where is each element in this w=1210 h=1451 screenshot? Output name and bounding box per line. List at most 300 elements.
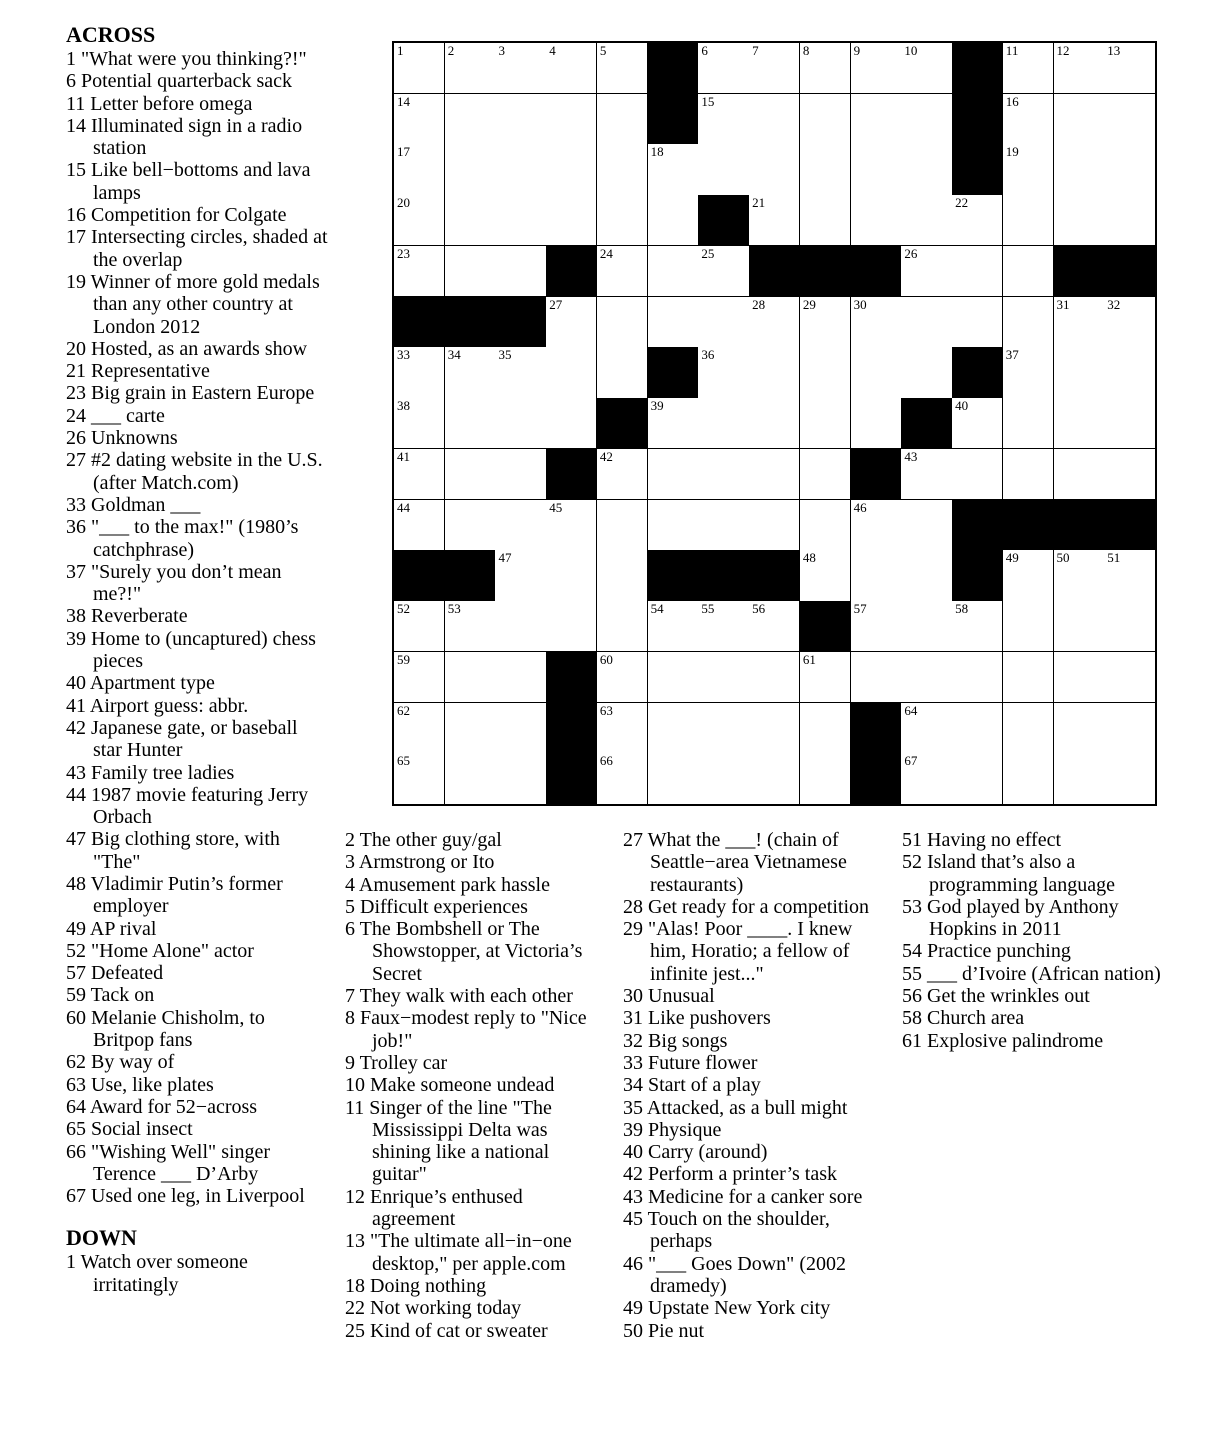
grid-cell[interactable] [698,398,749,449]
down-clue: 34 Start of a play [623,1074,761,1097]
grid-cell[interactable] [1003,449,1054,500]
across-clue: 27 #2 dating website in the U.S. (after Match.com) [66,449,323,494]
down-clue: 42 Perform a printer’s task [623,1163,838,1186]
grid-cell[interactable] [546,144,597,195]
across-clue: 64 Award for 52−across [66,1095,258,1118]
clue-number: 25 [701,245,715,261]
grid-cell[interactable] [648,195,699,246]
clue-number: 52 [397,601,410,617]
across-header: ACROSS [66,22,156,47]
grid-cell[interactable] [648,398,699,449]
down-clue: 30 Unusual [623,985,715,1008]
grid-cell[interactable] [394,500,445,551]
grid-cell[interactable] [394,753,445,804]
down-clue-list-part-1 [66,1251,328,1296]
grid-cell[interactable] [1054,195,1105,246]
across-clue: 23 Big grain in Eastern Europe [66,382,315,405]
grid-cell[interactable] [800,652,851,703]
grid-cell[interactable] [546,43,597,94]
grid-cell[interactable] [546,500,597,551]
grid-cell[interactable] [749,703,800,754]
grid-cell[interactable] [648,144,699,195]
grid-cell[interactable] [800,195,851,246]
grid-cell[interactable] [394,449,445,500]
grid-cell[interactable] [445,652,496,703]
grid-cell[interactable] [952,652,1003,703]
black-square [952,94,1003,145]
grid-cell[interactable] [800,703,851,754]
down-clue: 3 Armstrong or Ito [345,851,495,874]
grid-cell[interactable] [749,500,800,551]
grid-cell[interactable] [597,43,648,94]
grid-cell[interactable] [1054,703,1105,754]
across-clue: 47 Big clothing store, with "The" [66,828,280,873]
grid-cell[interactable] [800,144,851,195]
down-clue: 53 God played by Anthony Hopkins in 2011 [902,895,1119,941]
grid-cell[interactable] [394,195,445,246]
grid-cell[interactable] [1104,550,1155,601]
grid-cell[interactable] [1003,753,1054,804]
grid-cell[interactable] [1054,297,1105,348]
grid-cell[interactable] [851,601,902,652]
clue-number: 30 [853,296,867,312]
across-clue: 6 Potential quarterback sack [66,70,293,93]
clue-number: 8 [802,43,810,58]
grid-cell[interactable] [698,652,749,703]
down-clue: 28 Get ready for a competition [623,895,870,918]
clue-number: 38 [397,398,410,414]
clue-number: 64 [904,702,918,718]
grid-cell[interactable] [1104,195,1155,246]
crossword-grid[interactable] [392,41,1157,806]
black-square [648,550,699,601]
down-clue: 39 Physique [623,1118,722,1141]
clue-number: 55 [701,601,715,617]
grid-cell[interactable] [394,144,445,195]
grid-cell[interactable] [648,297,699,348]
grid-cell[interactable] [901,144,952,195]
grid-cell[interactable] [445,500,496,551]
grid-cell[interactable] [546,601,597,652]
grid-cell[interactable] [445,246,496,297]
grid-cell[interactable] [445,449,496,500]
clue-number: 66 [599,753,613,769]
across-clue: 49 AP rival [66,917,157,940]
across-clue: 11 Letter before omega [66,92,253,115]
across-clue: 36 "___ to the max!" (1980’s catchphrase) [66,516,299,561]
grid-cell[interactable] [851,297,902,348]
down-clue: 58 Church area [902,1007,1025,1030]
down-clue-column-4 [902,829,1164,1052]
grid-cell[interactable] [1104,601,1155,652]
grid-cell[interactable] [952,449,1003,500]
clue-number: 9 [853,43,861,58]
down-clue: 22 Not working today [345,1297,522,1320]
grid-cell[interactable] [901,347,952,398]
down-clue: 6 The Bombshell or The Showstopper, at Victoria’s Secret [345,918,583,985]
grid-cell[interactable] [901,500,952,551]
grid-cell[interactable] [952,195,1003,246]
grid-cell[interactable] [901,246,952,297]
grid-cell[interactable] [394,703,445,754]
grid-cell[interactable] [1104,703,1155,754]
clue-number: 24 [599,245,613,261]
grid-cell[interactable] [597,195,648,246]
grid-cell[interactable] [1054,347,1105,398]
down-clue: 49 Upstate New York city [623,1297,831,1320]
grid-cell[interactable] [495,94,546,145]
clue-number: 61 [802,651,816,667]
grid-cell[interactable] [800,347,851,398]
grid-cell[interactable] [394,94,445,145]
grid-cell[interactable] [1003,601,1054,652]
down-clue: 61 Explosive palindrome [902,1029,1104,1052]
grid-cell[interactable] [1104,652,1155,703]
grid-cell[interactable] [445,94,496,145]
grid-cell[interactable] [800,297,851,348]
clue-number: 62 [397,702,410,718]
clue-number: 67 [904,753,918,769]
grid-cell[interactable] [597,500,648,551]
grid-cell[interactable] [597,94,648,145]
grid-cell[interactable] [546,195,597,246]
grid-cell[interactable] [800,753,851,804]
grid-cell[interactable] [394,601,445,652]
across-clue: 41 Airport guess: abbr. [66,694,249,717]
down-clue: 51 Having no effect [902,829,1062,851]
down-header: DOWN [66,1225,137,1251]
grid-cell[interactable] [800,550,851,601]
clue-number: 42 [599,448,613,464]
across-clue: 21 Representative [66,360,210,383]
grid-cell[interactable] [445,144,496,195]
grid-cell[interactable] [851,347,902,398]
grid-cell[interactable] [901,94,952,145]
grid-cell[interactable] [851,398,902,449]
clue-number: 51 [1107,550,1121,566]
grid-cell[interactable] [698,753,749,804]
grid-cell[interactable] [1003,703,1054,754]
black-square [1104,246,1155,297]
down-clue: 31 Like pushovers [623,1007,771,1030]
grid-cell[interactable] [597,753,648,804]
down-clue: 2 The other guy/gal [345,829,502,851]
grid-cell[interactable] [749,449,800,500]
grid-cell[interactable] [1003,94,1054,145]
grid-cell[interactable] [1003,652,1054,703]
grid-cell[interactable] [648,449,699,500]
grid-cell[interactable] [1054,43,1105,94]
grid-cell[interactable] [749,398,800,449]
across-clue: 57 Defeated [66,962,164,985]
clue-number: 53 [447,601,461,617]
across-clue: 39 Home to (uncaptured) chess pieces [66,627,316,673]
grid-cell[interactable] [648,703,699,754]
grid-cell[interactable] [495,398,546,449]
clue-number: 27 [549,296,563,312]
grid-cell[interactable] [394,43,445,94]
grid-cell[interactable] [495,500,546,551]
across-clue: 48 Vladimir Putin’s former employer [66,872,283,918]
grid-cell[interactable] [800,500,851,551]
clue-number: 22 [955,195,969,211]
grid-cell[interactable] [597,144,648,195]
grid-cell[interactable] [1003,297,1054,348]
grid-cell[interactable] [648,246,699,297]
grid-cell[interactable] [1054,753,1105,804]
across-clue: 24 ___ carte [66,404,165,427]
grid-cell[interactable] [901,43,952,94]
grid-cell[interactable] [800,94,851,145]
grid-cell[interactable] [445,347,496,398]
grid-cell[interactable] [749,94,800,145]
grid-cell[interactable] [648,500,699,551]
black-square [1054,500,1105,551]
clue-number: 56 [752,601,766,617]
clue-number: 14 [397,93,410,109]
grid-cell[interactable] [851,195,902,246]
down-clue: 33 Future flower [623,1051,758,1074]
grid-cell[interactable] [749,297,800,348]
grid-cell[interactable] [698,144,749,195]
grid-cell[interactable] [698,297,749,348]
down-clue: 52 Island that’s also a programming language [902,851,1116,896]
across-clue: 66 "Wishing Well" singer Terence ___ D’Arby [66,1140,271,1185]
grid-cell[interactable] [597,347,648,398]
grid-cell[interactable] [648,652,699,703]
clue-number: 18 [650,144,664,160]
grid-cell[interactable] [901,297,952,348]
across-clue: 60 Melanie Chisholm, to Britpop fans [66,1006,265,1052]
grid-cell[interactable] [445,601,496,652]
grid-cell[interactable] [445,43,496,94]
down-clue: 4 Amusement park hassle [345,873,550,896]
grid-cell[interactable] [800,398,851,449]
black-square [901,398,952,449]
grid-cell[interactable] [749,347,800,398]
across-clue: 42 Japanese gate, or baseball star Hunter [66,716,298,762]
grid-cell[interactable] [1054,601,1105,652]
grid-cell[interactable] [495,195,546,246]
grid-cell[interactable] [1003,347,1054,398]
grid-cell[interactable] [597,601,648,652]
down-clue-list-part-4 [902,829,1164,1052]
grid-cell[interactable] [901,449,952,500]
grid-cell[interactable] [546,94,597,145]
grid-cell[interactable] [394,652,445,703]
grid-cell[interactable] [901,550,952,601]
black-square [749,246,800,297]
grid-cell[interactable] [1054,550,1105,601]
grid-cell[interactable] [495,347,546,398]
clue-number: 50 [1056,550,1070,566]
down-clue-column-3 [623,829,885,1342]
grid-cell[interactable] [698,94,749,145]
grid-cell[interactable] [749,753,800,804]
grid-cell[interactable] [1054,449,1105,500]
clue-number: 15 [701,93,715,109]
grid-cell[interactable] [597,652,648,703]
grid-cell[interactable] [749,195,800,246]
clue-number: 31 [1056,296,1070,312]
grid-cell[interactable] [445,195,496,246]
across-clue: 37 "Surely you don’t mean me?!" [66,560,282,606]
black-square [1054,246,1105,297]
grid-cell[interactable] [851,652,902,703]
grid-cell[interactable] [1054,652,1105,703]
grid-cell[interactable] [698,703,749,754]
grid-cell[interactable] [1003,195,1054,246]
clue-number: 13 [1107,43,1121,58]
grid-cell[interactable] [495,449,546,500]
grid-cell[interactable] [851,43,902,94]
grid-cell[interactable] [901,601,952,652]
grid-cell[interactable] [901,195,952,246]
grid-cell[interactable] [698,43,749,94]
grid-cell[interactable] [445,753,496,804]
grid-cell[interactable] [445,703,496,754]
grid-cell[interactable] [1054,398,1105,449]
grid-cell[interactable] [698,246,749,297]
grid-cell[interactable] [952,601,1003,652]
grid-cell[interactable] [698,601,749,652]
grid-cell[interactable] [698,500,749,551]
grid-cell[interactable] [597,297,648,348]
grid-cell[interactable] [851,94,902,145]
grid-cell[interactable] [1003,246,1054,297]
grid-cell[interactable] [749,144,800,195]
grid-cell[interactable] [698,449,749,500]
grid-cell[interactable] [648,753,699,804]
black-square [495,297,546,348]
black-square [851,449,902,500]
across-clue: 52 "Home Alone" actor [66,939,254,962]
grid-cell[interactable] [495,652,546,703]
black-square [445,550,496,601]
down-clue: 8 Faux−modest reply to "Nice job!" [345,1007,587,1052]
clue-number: 28 [752,296,766,312]
down-clue: 5 Difficult experiences [345,895,528,918]
black-square [851,246,902,297]
grid-cell[interactable] [1003,43,1054,94]
grid-cell[interactable] [648,601,699,652]
grid-cell[interactable] [901,703,952,754]
grid-cell[interactable] [698,347,749,398]
down-clue: 11 Singer of the line "The Mississippi Delta was shining like a national guitar" [345,1096,552,1186]
grid-cell[interactable] [952,753,1003,804]
grid-cell[interactable] [1054,144,1105,195]
down-clue: 18 Doing nothing [345,1274,487,1297]
grid-cell[interactable] [546,550,597,601]
grid-cell[interactable] [597,703,648,754]
down-clue: 27 What the ___! (chain of Seattle−area Vietnamese restaurants) [623,829,847,896]
grid-cell[interactable] [952,297,1003,348]
clue-number: 47 [498,550,512,566]
grid-cell[interactable] [1104,144,1155,195]
grid-cell[interactable] [851,550,902,601]
grid-cell[interactable] [1104,347,1155,398]
grid-cell[interactable] [495,601,546,652]
grid-cell[interactable] [597,449,648,500]
grid-cell[interactable] [1054,94,1105,145]
black-square [394,297,445,348]
black-square [698,195,749,246]
grid-cell[interactable] [495,144,546,195]
black-square [546,703,597,754]
across-clue: 19 Winner of more gold medals than any other country at London 2012 [66,270,320,338]
grid-cell[interactable] [1003,398,1054,449]
grid-cell[interactable] [800,449,851,500]
clue-number: 19 [1005,144,1019,160]
clue-number: 45 [549,499,563,515]
clue-number: 43 [904,448,918,464]
grid-cell[interactable] [495,703,546,754]
grid-cell[interactable] [952,703,1003,754]
grid-cell[interactable] [546,297,597,348]
grid-cell[interactable] [394,398,445,449]
across-clue: 63 Use, like plates [66,1073,214,1096]
grid-cell[interactable] [749,43,800,94]
clue-number: 2 [447,43,455,58]
grid-cell[interactable] [495,550,546,601]
clue-number: 40 [955,398,969,414]
grid-cell[interactable] [851,144,902,195]
black-square [445,297,496,348]
grid-cell[interactable] [1104,94,1155,145]
grid-cell[interactable] [546,347,597,398]
across-clue: 14 Illuminated sign in a radio station [66,114,303,160]
grid-cell[interactable] [394,246,445,297]
grid-cell[interactable] [749,652,800,703]
black-square [1003,500,1054,551]
clue-number: 60 [599,651,613,667]
grid-cell[interactable] [495,753,546,804]
grid-cell[interactable] [800,43,851,94]
grid-cell[interactable] [901,753,952,804]
grid-cell[interactable] [445,398,496,449]
grid-cell[interactable] [1104,398,1155,449]
grid-cell[interactable] [597,550,648,601]
grid-cell[interactable] [851,500,902,551]
down-clue: 10 Make someone undead [345,1074,555,1097]
grid-cell[interactable] [495,246,546,297]
grid-cell[interactable] [952,398,1003,449]
grid-cell[interactable] [749,601,800,652]
grid-cell[interactable] [901,652,952,703]
grid-cell[interactable] [1104,297,1155,348]
across-clue: 67 Used one leg, in Liverpool [66,1185,305,1208]
across-clue: 26 Unknowns [66,427,178,450]
across-clue: 43 Family tree ladies [66,761,235,784]
clue-number: 12 [1056,43,1070,58]
grid-cell[interactable] [1104,753,1155,804]
grid-cell[interactable] [546,398,597,449]
black-square [698,550,749,601]
grid-cell[interactable] [1104,43,1155,94]
grid-cell[interactable] [394,347,445,398]
grid-cell[interactable] [1003,144,1054,195]
grid-cell[interactable] [597,246,648,297]
grid-cell[interactable] [1003,550,1054,601]
down-clue: 50 Pie nut [623,1319,705,1342]
across-clue: 15 Like bell−bottoms and lava lamps [66,159,311,204]
clue-number: 63 [599,702,613,718]
grid-cell[interactable] [495,43,546,94]
grid-cell[interactable] [1104,449,1155,500]
clue-number: 48 [802,550,816,566]
grid-cell[interactable] [952,246,1003,297]
down-clue: 29 "Alas! Poor ____. I knew him, Horatio; a fellow of infinite jest..." [623,918,853,985]
